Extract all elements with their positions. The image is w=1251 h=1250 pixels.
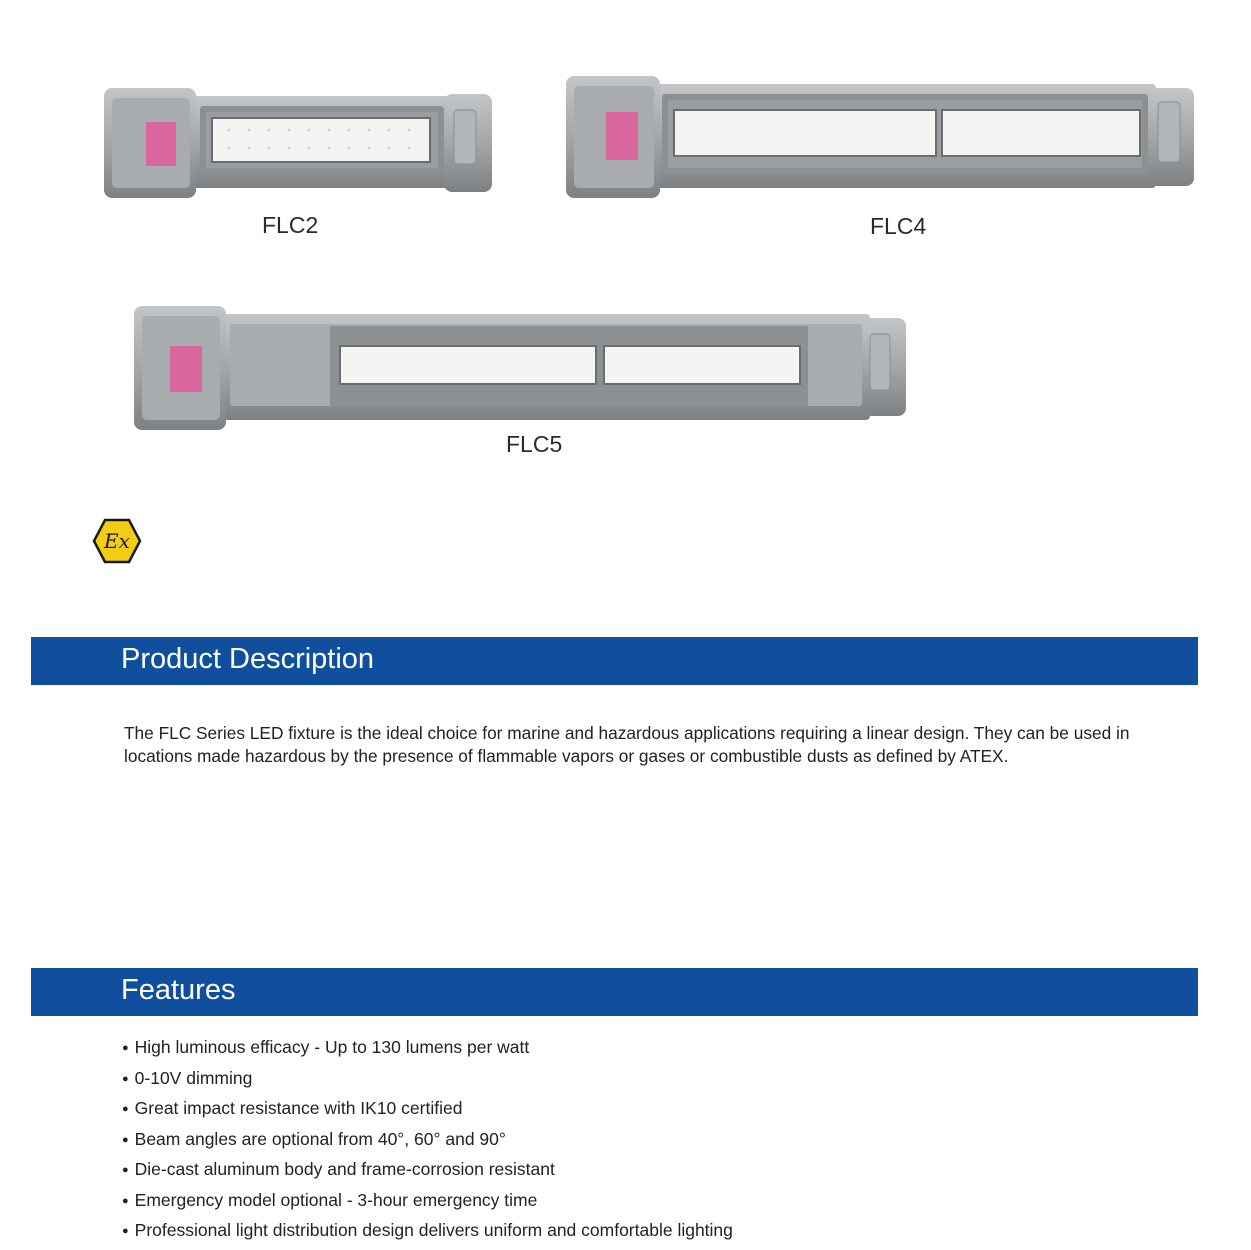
- features-list: [122, 1034, 733, 1248]
- feature-item: ● Professional light distribution design delivers uniform and comfortable lighting: [122, 1217, 733, 1248]
- feature-item: ● High luminous efficacy - Up to 130 lumens per watt: [122, 1034, 733, 1065]
- product-image-flc2: [104, 88, 492, 198]
- section-header-description: [31, 637, 1198, 685]
- product-image-flc4: [566, 76, 1194, 198]
- feature-item: ● Emergency model optional - 3-hour emergency time: [122, 1187, 733, 1218]
- product-description-text: The FLC Series LED fixture is the ideal choice for marine and hazardous applications requiring a linear design. They can be used in locations made hazardous by the presence of flammable vapors or gases or combustible dusts as defined by ATEX.: [124, 723, 1130, 766]
- section-title: Product Description: [121, 643, 375, 675]
- product-image-flc5: [134, 306, 906, 430]
- ex-certification-icon: [92, 518, 142, 564]
- model-label-flc2: FLC2: [262, 212, 319, 238]
- section-title: Features: [121, 974, 236, 1006]
- feature-item: ● Die-cast aluminum body and frame-corrosion resistant: [122, 1156, 733, 1187]
- feature-item: ● 0-10V dimming: [122, 1065, 733, 1096]
- svg-text:Ex: Ex: [104, 529, 130, 553]
- section-header-features: [31, 968, 1198, 1016]
- feature-item: ● Great impact resistance with IK10 certified: [122, 1095, 733, 1126]
- feature-item: ● Beam angles are optional from 40°, 60° and 90°: [122, 1126, 733, 1157]
- model-label-flc4: FLC4: [870, 213, 927, 239]
- model-label-flc5: FLC5: [506, 431, 563, 457]
